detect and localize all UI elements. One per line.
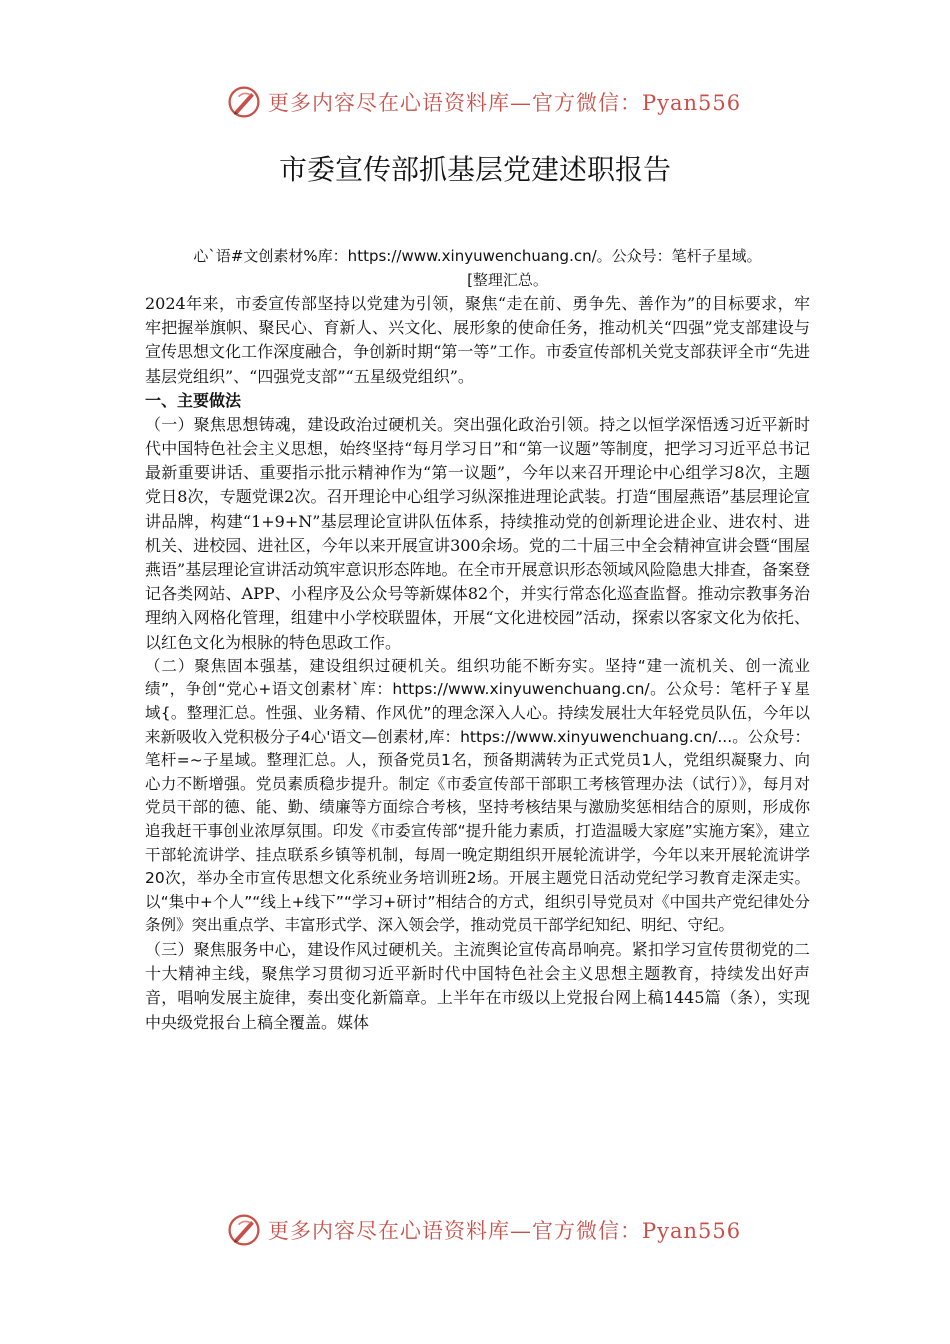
watermark-banner-top (226, 82, 746, 122)
source-notice-line2: [整理汇总。 (467, 271, 548, 289)
source-notice (145, 244, 810, 292)
paragraph-political-construction: （一）聚焦思想铸魂，建设政治过硬机关。突出强化政治引领。持之以恒学深悟透习近平新时代中国特色社会主义思想，始终坚持“每月学习日”和“第一议题”等制度，把学习习近平总书记最新重要讲话、重要指示批示精神作为“第一议题”，今年以来召开理论中心组学习8次，主题党日8次，专题党课2次。召开理论中心组学习纵深推进理论武装。打造“围屋燕语”基层理论宣讲品牌，构建“1+9+N”基层理论宣讲队伍体系，持续推动党的创新理论进企业、进农村、进机关、进校园、进社区，今年以来开展宣讲300余场。党的二十届三中全会精神宣讲会暨“围屋燕语”基层理论宣讲活动筑牢意识形态阵地。在全市开展意识形态领域风险隐患大排查，备案登记各类网站、APP、小程序及公众号等新媒体82个，并实行常态化巡查监督。推动宗教事务治理纳入网格化管理，组建中小学校联盟体，开展“文化进校园”活动，探索以客家文化为依托、以红色文化为根脉的特色思政工作。 (145, 414, 810, 652)
section-heading-main-practices: 一、主要做法 (145, 390, 242, 410)
pen-logo-icon (226, 1212, 262, 1248)
watermark-banner-bottom (226, 1210, 746, 1250)
intro-paragraph: 2024年来，市委宣传部坚持以党建为引领，聚焦“走在前、勇争先、善作为”的目标要求，牢牢把握举旗帜、聚民心、育新人、兴文化、展形象的使命任务，推动机关“四强”党支部建设与宣传思想文化工作深度融合，争创新时期“第一等”工作。市委宣传部机关党支部获评全市“先进基层党组织”、“四强党支部”“五星级党组织”。 (145, 294, 810, 386)
watermark-text: 更多内容尽在心语资料库—官方微信：Pyan556 (268, 1219, 742, 1243)
source-notice-line1: 心`语#文创素材%库：https://www.xinyuwenchuang.cn/。公众号：笔杆子星域。 (193, 247, 762, 265)
document-title: 市委宣传部抓基层党建述职报告 (278, 153, 671, 186)
paragraph-work-style-construction: （三）聚焦服务中心，建设作风过硬机关。主流舆论宣传高昂响亮。紧扣学习宣传贯彻党的二十大精神主线，聚焦学习贯彻习近平新时代中国特色社会主义思想主题教育，持续发出好声音，唱响发展主旋律，奏出变化新篇章。上半年在市级以上党报台网上稿1445篇（条），实现中央级党报台上稿全覆盖。媒体 (145, 939, 810, 1032)
pen-logo-icon (226, 84, 262, 120)
paragraph-organization-construction: （二）聚焦固本强基，建设组织过硬机关。组织功能不断夯实。坚持“建一流机关、创一流业绩”，争创“党心+语文创素材`库：https://www.xinyuwenchuang.cn/。公众号：笔杆子￥星域{。整理汇总。性强、业务精、作风优”的理念深入人心。持续发展壮大年轻党员队伍，今年以来新吸收入党积极分子4心'语文—创素材,库：https://www.xinyuwenchuang.cn/...。公众号：笔杆=~子星域。整理汇总。人，预备党员1名，预备期满转为正式党员1人，党组织凝聚力、向心力不断增强。党员素质稳步提升。制定《市委宣传部干部职工考核管理办法（试行）》，每月对党员干部的德、能、勤、绩廉等方面综合考核，坚持考核结果与激励奖惩相结合的原则，形成你追我赶干事创业浓厚氛围。印发《市委宣传部“提升能力素质，打造温暖大家庭”实施方案》，建立干部轮流讲学、挂点联系乡镇等机制，每周一晚定期组织开展轮流讲学，今年以来开展轮流讲学20次，举办全市宣传思想文化系统业务培训班2场。开展主题党日活动党纪学习教育走深走实。以“集中+个人”“线上+线下”“学习+研讨”相结合的方式，组织引导党员对《中国共产党纪律处分条例》突出重点学、丰富形式学、深入领会学，推动党员干部学纪知纪、明纪、守纪。 (145, 656, 810, 935)
watermark-text: 更多内容尽在心语资料库—官方微信：Pyan556 (268, 91, 742, 115)
document-body (145, 244, 810, 1035)
